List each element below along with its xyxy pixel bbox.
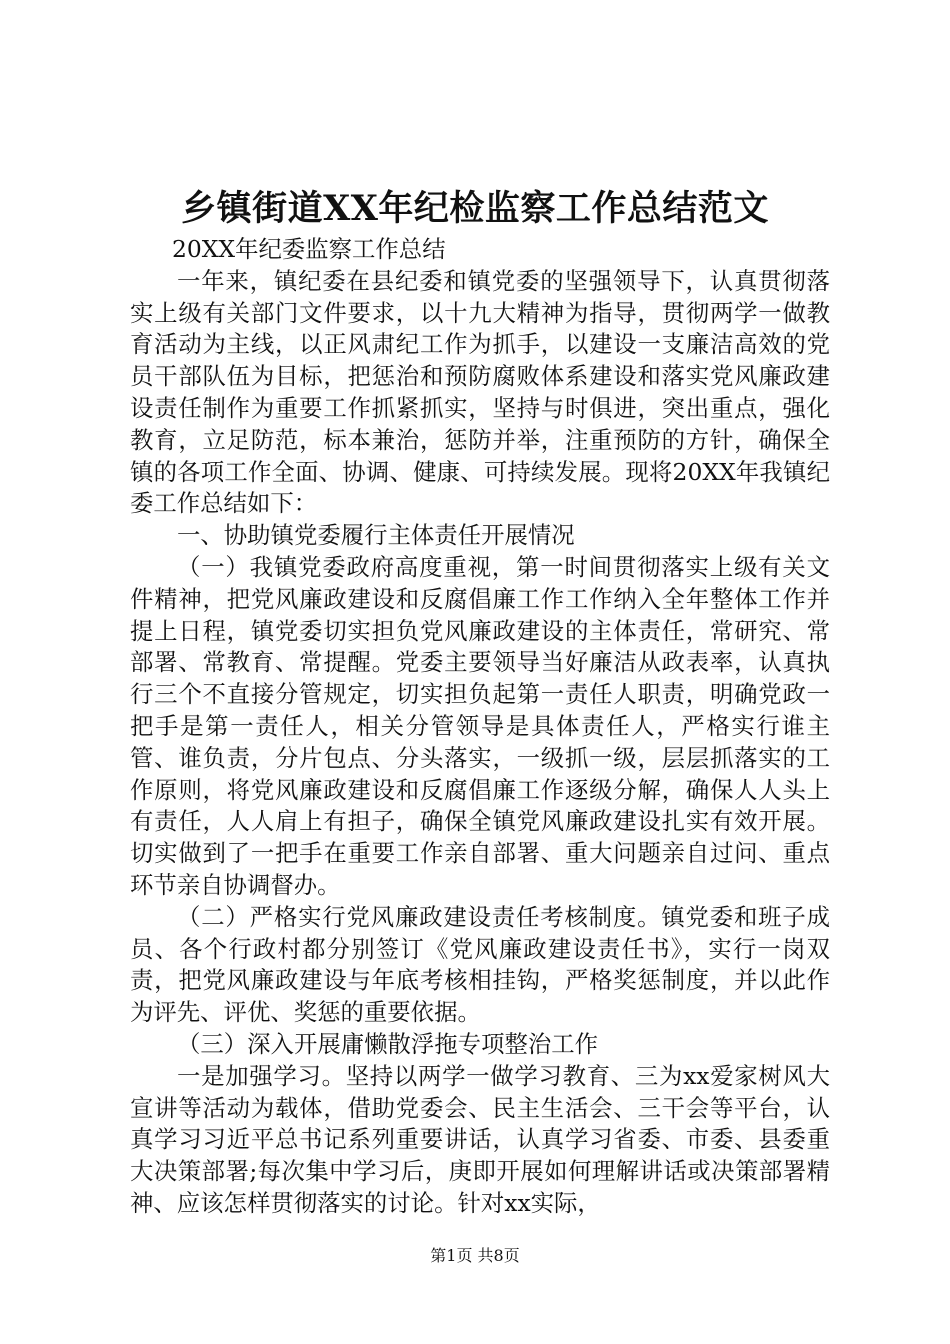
paragraph-item-2: （二）严格实行党风廉政建设责任考核制度。镇党委和班子成员、各个行政村都分别签订《党风廉政建设责任书》，实行一岗双责，把党风廉政建设与年底考核相挂钩，严格奖惩制度，并以此作为评先、评优、奖惩的重要依据。 — [130, 902, 830, 1027]
page-number-footer: 第1页 共8页 — [430, 1246, 520, 1265]
document-body — [130, 234, 830, 1220]
document-title: 乡镇街道XX年纪检监察工作总结范文 — [181, 188, 769, 229]
paragraph-item-1: （一）我镇党委政府高度重视，第一时间贯彻落实上级有关文件精神，把党风廉政建设和反腐倡廉工作工作纳入全年整体工作并提上日程，镇党委切实担负党风廉政建设的主体责任，常研究、常部署、常教育、常提醒。党委主要领导当好廉洁从政表率，认真执行三个不直接分管规定，切实担负起第一责任人职责，明确党政一把手是第一责任人，相关分管领导是具体责任人，严格实行谁主管、谁负责，分片包点、分头落实，一级抓一级，层层抓落实的工作原则，将党风廉政建设和反腐倡廉工作逐级分解，确保人人头上有责任，人人肩上有担子，确保全镇党风廉政建设扎实有效开展。切实做到了一把手在重要工作亲自部署、重大问题亲自过问、重点环节亲自协调督办。 — [130, 552, 830, 899]
paragraph-study: 一是加强学习。坚持以两学一做学习教育、三为xx爱家树风大宣讲等活动为载体，借助党委会、民主生活会、三干会等平台，认真学习习近平总书记系列重要讲话，认真学习省委、市委、县委重大决策部署;每次集中学习后，庚即开展如何理解讲话或决策部署精神、应该怎样贯彻落实的讨论。针对xx实际， — [130, 1061, 830, 1217]
section-heading-1: 一、协助镇党委履行主体责任开展情况 — [177, 521, 575, 550]
paragraph-item-3-heading: （三）深入开展庸懒散浮拖专项整治工作 — [177, 1029, 599, 1058]
paragraph-intro: 一年来，镇纪委在县纪委和镇党委的坚强领导下，认真贯彻落实上级有关部门文件要求，以十九大精神为指导，贯彻两学一做教育活动为主线，以正风肃纪工作为抓手，以建设一支廉洁高效的党员干部队伍为目标，把惩治和预防腐败体系建设和落实党风廉政建设责任制作为重要工作抓紧抓实，坚持与时俱进，突出重点，强化教育，立足防范，标本兼治，惩防并举，注重预防的方针，确保全镇的各项工作全面、协调、健康、可持续发展。现将20XX年我镇纪委工作总结如下： — [130, 266, 830, 518]
document-subtitle: 20XX年纪委监察工作总结 — [172, 235, 446, 263]
